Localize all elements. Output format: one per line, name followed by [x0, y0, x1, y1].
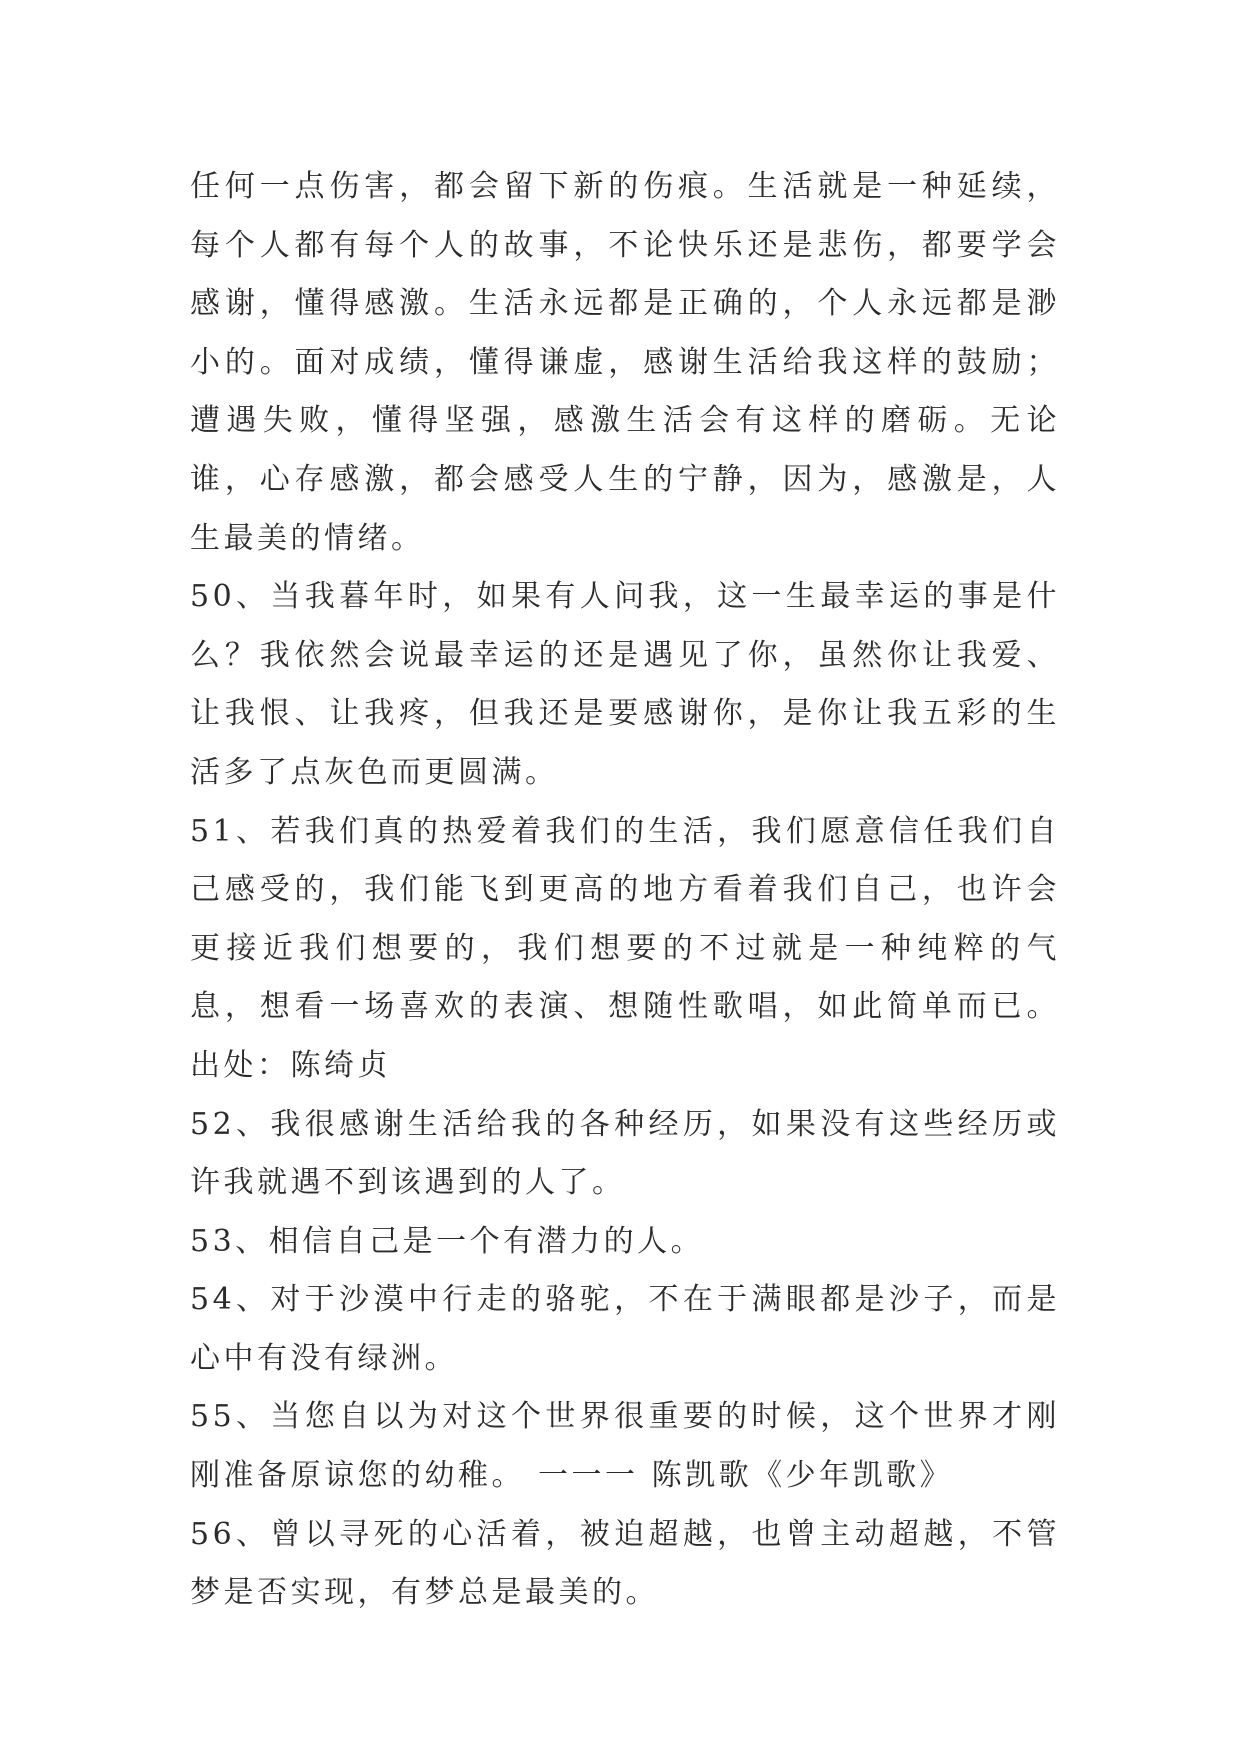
paragraph-54: 54、对于沙漠中行走的骆驼，不在于满眼都是沙子，而是心中有没有绿洲。: [190, 1282, 1060, 1376]
paragraph-continuation: 任何一点伤害，都会留下新的伤痕。生活就是一种延续，每个人都有每个人的故事，不论快乐还是悲伤，都要学会感谢，懂得感激。生活永远都是正确的，个人永远都是渺小的。面对成绩，懂得谦虚，感谢生活给我这样的鼓励；遭遇失败，懂得坚强，感激生活会有这样的磨砺。无论谁，心存感激，都会感受人生的宁静，因为，感激是，人生最美的情绪。: [190, 169, 1060, 556]
paragraph-55: 55、当您自以为对这个世界很重要的时候，这个世界才刚刚准备原谅您的幼稚。 一一一 陈凯歌《少年凯歌》: [190, 1399, 1060, 1494]
paragraph-51: 51、若我们真的热爱着我们的生活，我们愿意信任我们自己感受的，我们能飞到更高的地方看着我们自己，也许会更接近我们想要的，我们想要的不过就是一种纯粹的气息，想看一场喜欢的表演、想随性歌唱，如此简单而已。出处：陈绮贞: [190, 813, 1060, 1083]
paragraph-52: 52、我很感谢生活给我的各种经历，如果没有这些经历或许我就遇不到该遇到的人了。: [190, 1106, 1060, 1201]
paragraph-53: 53、相信自己是一个有潜力的人。: [190, 1223, 705, 1259]
paragraph-56: 56、曾以寻死的心活着，被迫超越，也曾主动超越，不管梦是否实现，有梦总是最美的。: [190, 1516, 1060, 1611]
document-body: [190, 158, 1060, 1623]
paragraph-50: 50、当我暮年时，如果有人问我，这一生最幸运的事是什么？我依然会说最幸运的还是遇见了你，虽然你让我爱、让我恨、让我疼，但我还是要感谢你，是你让我五彩的生活多了点灰色而更圆满。: [190, 579, 1060, 790]
